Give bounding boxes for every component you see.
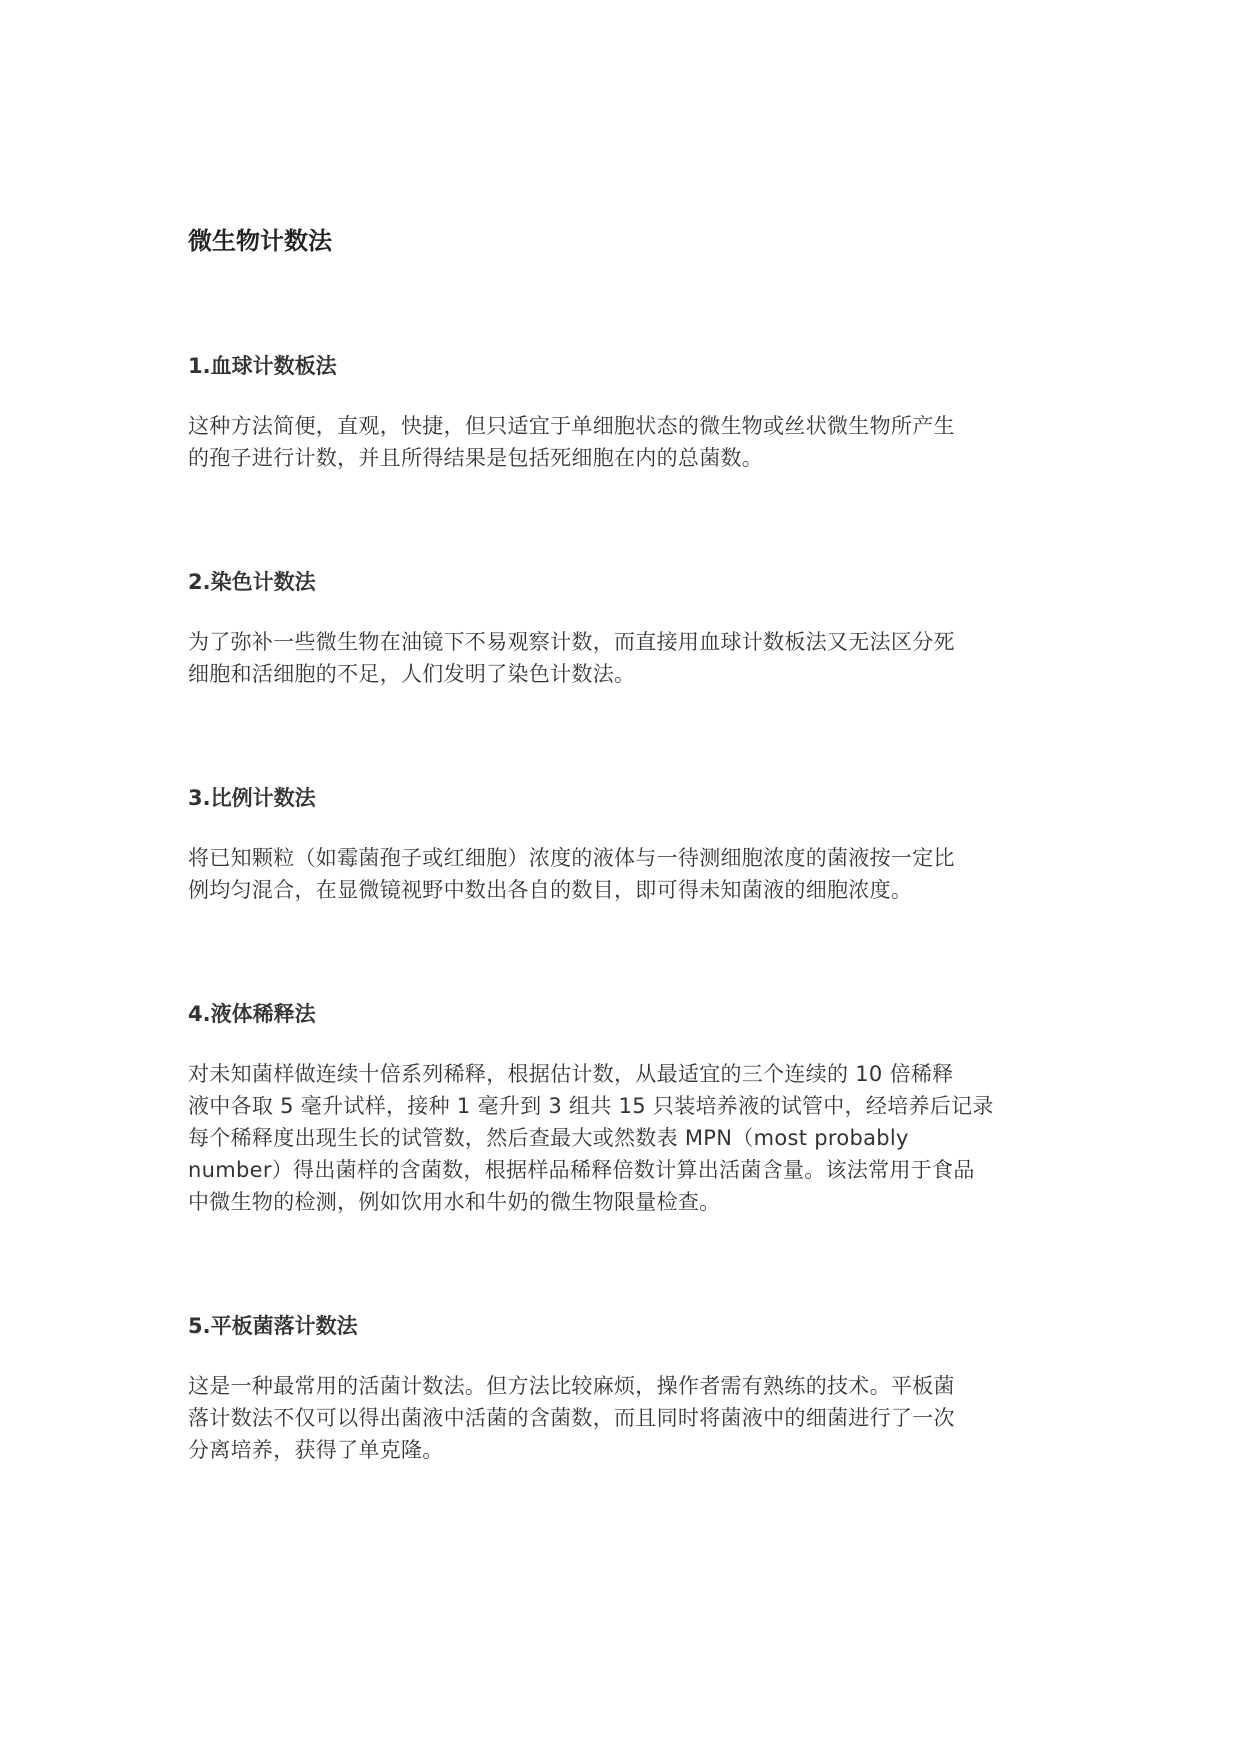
paragraph-line: 每个稀释度出现生长的试管数，然后查最大或然数表 MPN（most probably (188, 1126, 909, 1150)
section-heading-plate-count: 5.平板菌落计数法 (188, 1314, 358, 1338)
paragraph-line: number）得出菌样的含菌数，根据样品稀释倍数计算出活菌含量。该法常用于食品 (188, 1158, 975, 1182)
section-heading-liquid-dilution: 4.液体稀释法 (188, 1002, 316, 1026)
paragraph-line: 例均匀混合，在显微镜视野中数出各自的数目，即可得未知菌液的细胞浓度。 (188, 878, 913, 902)
section-paragraph-plate-count (188, 1370, 1068, 1466)
paragraph-line: 的孢子进行计数，并且所得结果是包括死细胞在内的总菌数。 (188, 446, 764, 470)
section-paragraph-staining (188, 626, 1068, 690)
paragraph-line: 这是一种最常用的活菌计数法。但方法比较麻烦，操作者需有熟练的技术。平板菌 (188, 1374, 955, 1398)
section-paragraph-hemocytometer (188, 410, 1068, 474)
paragraph-line: 为了弥补一些微生物在油镜下不易观察计数，而直接用血球计数板法又无法区分死 (188, 630, 955, 654)
paragraph-line: 中微生物的检测，例如饮用水和牛奶的微生物限量检查。 (188, 1190, 721, 1214)
paragraph-line: 落计数法不仅可以得出菌液中活菌的含菌数，而且同时将菌液中的细菌进行了一次 (188, 1406, 955, 1430)
paragraph-line: 液中各取 5 毫升试样，接种 1 毫升到 3 组共 15 只装培养液的试管中，经培养后记录 (188, 1094, 994, 1118)
section-paragraph-ratio (188, 842, 1068, 906)
paragraph-line: 将已知颗粒（如霉菌孢子或红细胞）浓度的液体与一待测细胞浓度的菌液按一定比 (188, 846, 955, 870)
paragraph-line: 对未知菌样做连续十倍系列稀释，根据估计数，从最适宜的三个连续的 10 倍稀释 (188, 1062, 954, 1086)
paragraph-line: 细胞和活细胞的不足，人们发明了染色计数法。 (188, 662, 636, 686)
document-title: 微生物计数法 (188, 227, 332, 255)
section-paragraph-liquid-dilution (188, 1058, 1068, 1218)
section-heading-ratio: 3.比例计数法 (188, 786, 316, 810)
section-heading-hemocytometer: 1.血球计数板法 (188, 354, 337, 378)
paragraph-line: 分离培养，获得了单克隆。 (188, 1438, 444, 1462)
section-heading-staining: 2.染色计数法 (188, 570, 316, 594)
paragraph-line: 这种方法简便，直观，快捷，但只适宜于单细胞状态的微生物或丝状微生物所产生 (188, 414, 955, 438)
